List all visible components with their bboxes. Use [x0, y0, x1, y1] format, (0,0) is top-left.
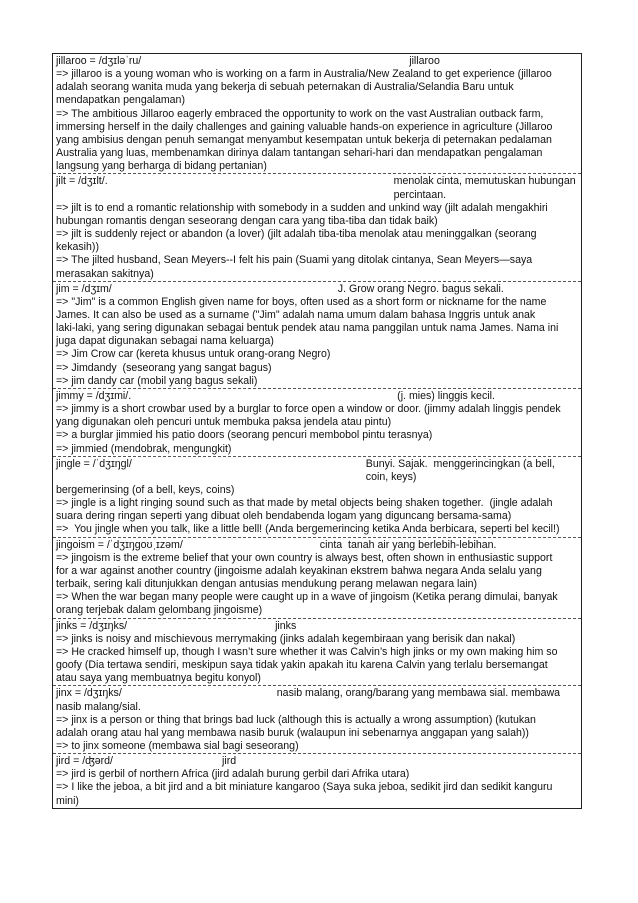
entry-text-line: James. It can also be used as a surname ("Jim" adalah nama umum dalam bahasa Inggris untuk anak	[56, 308, 536, 321]
entry-text-line: => Jim Crow car (kereta khusus untuk orang-orang Negro)	[56, 348, 331, 361]
entry-pronunciation: jim = /dʒɪm/	[56, 282, 112, 295]
entry-gloss: jinks	[275, 619, 297, 632]
entry-pronunciation: jimmy = /dʒɪmi/.	[56, 389, 132, 402]
entry-text-line: => I like the jeboa, a bit jird and a bit miniature kangaroo (Saya suka jeboa, sedikit jird dan sedikit kanguru	[56, 781, 553, 794]
entry-gloss: J. Grow orang Negro. bagus sekali.	[337, 282, 504, 295]
entry-pronunciation: jird = /ʤərd/	[56, 755, 113, 768]
dictionary-entry	[53, 389, 581, 457]
entry-gloss: jird	[222, 755, 237, 768]
entry-gloss: cinta tanah air yang berlebih-lebihan.	[319, 538, 497, 551]
entry-pronunciation: jinx = /dʒɪŋks/	[56, 687, 122, 700]
entry-headword-line	[56, 55, 578, 68]
entry-text-line: kekasih))	[56, 241, 99, 254]
dictionary-entry	[53, 686, 581, 754]
entry-pronunciation: jilt = /dʒɪlt/.	[56, 175, 108, 188]
entry-text-line: bergemerinsing (of a bell, keys, coins)	[56, 484, 235, 496]
entry-text-line: => jingle is a light ringing sound such as that made by metal objects being shaken together. (jingle adalah	[56, 497, 553, 510]
entry-text-line: => jillaroo is a young woman who is working on a farm in Australia/New Zealand to get experience (jillaroo	[56, 68, 552, 81]
entry-text-line: => a burglar jimmied his patio doors (seorang pencuri membobol pintu terasnya)	[56, 429, 433, 442]
entry-headword-line	[56, 283, 578, 296]
entry-gloss: nasib malang, orang/barang yang membawa sial. membawa	[276, 687, 561, 700]
entry-text-line: => jilt is suddenly reject or abandon (a lover) (jilt adalah tiba-tiba menolak atau meninggalkan (seorang	[56, 228, 537, 241]
entry-text-line: juga dapat digunakan sebagai nama keluarga)	[56, 335, 274, 348]
entry-text-line: mini)	[56, 794, 79, 807]
entry-pronunciation: jingle = /ˈdʒɪŋgl/	[56, 457, 132, 470]
entry-text-line: nasib malang/sial.	[56, 700, 141, 713]
entry-text-line: => jim dandy car (mobil yang bagus sekali)	[56, 374, 258, 387]
entry-pronunciation: jingoism = /ˈdʒɪŋgoʊˌɪzəm/	[56, 538, 183, 551]
entry-headword-line	[56, 687, 578, 700]
entry-text-line: yang ambisius dengan penuh semangat menyambut kesempatan untuk bekerja di peternakan pedalaman	[56, 133, 552, 146]
dictionary-entry	[53, 457, 581, 538]
entry-text-line: => jimmy is a short crowbar used by a burglar to force open a window or door. (jimmy adalah linggis pendek	[56, 403, 561, 416]
dictionary-entry	[53, 754, 581, 809]
entry-headword-line	[56, 458, 578, 484]
entry-pronunciation: jinks = /dʒɪŋks/	[56, 619, 128, 632]
entry-text-line: => The ambitious Jillaroo eagerly embraced the opportunity to work on the vast Australian outback farm,	[56, 107, 544, 120]
entry-text-line: terbaik, sering kali ditunjukkan dengan antusias mendukung perang melawan negara lain)	[56, 578, 478, 591]
entry-text-line: Australia yang luas, membenamkan dirinya dalam tantangan sehari-hari dan mendapatkan pengalaman	[56, 147, 543, 160]
entry-text-line: suara dering ringan seperti yang dibuat oleh bendabenda logam yang diguncang bersama-sama)	[56, 510, 512, 523]
entry-text-line: goofy (Dia tertawa sendiri, meskipun saya tidak yakin apakah itu karena Calvin yang terlalu bersemangat	[56, 659, 548, 672]
entry-text-line: hubungan romantis dengan seseorang dengan cara yang tiba-tiba dan tidak baik)	[56, 214, 438, 227]
dictionary-entry	[53, 619, 581, 687]
entry-gloss: (j. mies) linggis kecil.	[397, 389, 495, 402]
entry-text-line: => jird is gerbil of northern Africa (jird adalah burung gerbil dari Afrika utara)	[56, 768, 410, 781]
entry-text-line: adalah seorang wanita muda yang bekerja di sebuah peternakan di Australia/Selandia Baru untuk	[56, 81, 514, 94]
entry-text-line: laki-laki, yang sering digunakan sebagai bentuk pendek atau nama panggilan untuk nama James. Nama ini	[56, 322, 559, 335]
entry-headword-line	[56, 539, 578, 552]
entry-text-line: => jinx is a person or thing that brings bad luck (although this is actually a wrong assumption) (kutukan	[56, 713, 536, 726]
entry-text-line: => jilt is to end a romantic relationship with somebody in a sudden and unkind way (jilt adalah mengakhiri	[56, 201, 548, 214]
entry-text-line: orang terjebak dalam gelombang jingoisme)	[56, 604, 263, 617]
entry-text-line: atau saya yang membuatnya begitu konyol)	[56, 672, 261, 685]
entry-text-line: langsung yang berharga di bidang pertanian)	[56, 160, 267, 173]
entry-text-line: mendapatkan pengalaman)	[56, 94, 185, 107]
entry-text-line: => When the war began many people were caught up in a wave of jingoism (Ketika perang dimulai, banyak	[56, 591, 558, 604]
entry-text-line: => You jingle when you talk, like a little bell! (Anda bergemerincing ketika Anda berbicara, seperti bel kecil!)	[56, 523, 560, 536]
entry-headword-line	[56, 620, 578, 633]
entry-text-line: => He cracked himself up, though I wasn’t sure whether it was Calvin’s high jinks or my own making him so	[56, 645, 558, 658]
dictionary-entry	[53, 282, 581, 389]
dictionary-entry	[53, 174, 581, 281]
entry-text-line: => jingoism is the extreme belief that your own country is always best, often shown in enthusiastic support	[56, 551, 553, 564]
entry-headword-line	[56, 755, 578, 768]
entry-headword-line	[56, 175, 578, 201]
entry-text-line: yang digunakan oleh pencuri untuk membuka paksa jendela atau pintu)	[56, 416, 392, 429]
entry-text-line: => jinks is noisy and mischievous merrymaking (jinks adalah kegembiraan yang berisik dan nakal)	[56, 632, 516, 645]
entry-text-line: adalah orang atau hal yang membawa nasib buruk (walaupun ini sebenarnya anggapan yang salah))	[56, 726, 529, 739]
entry-text-line: => to jinx someone (membawa sial bagi seseorang)	[56, 739, 299, 752]
entry-text-line: for a war against another country (jingoisme adalah keyakinan ekstrem bahwa negara Anda selalu yang	[56, 564, 542, 577]
entry-text-line: => The jilted husband, Sean Meyers--I felt his pain (Suami yang ditolak cintanya, Sean Meyers—saya	[56, 254, 533, 267]
entry-text-line: immersing herself in the daily challenges and gaining valuable hands-on experience in agriculture (Jillaroo	[56, 120, 553, 133]
dictionary-sheet	[52, 53, 582, 809]
entry-text-line: => jimmied (mendobrak, mengungkit)	[56, 442, 232, 455]
entry-headword-line	[56, 390, 578, 403]
entry-text-line: => Jimdandy (seseorang yang sangat bagus)	[56, 361, 272, 374]
dictionary-entry	[53, 54, 581, 174]
entry-gloss: jillaroo	[409, 55, 440, 67]
entry-pronunciation: jillaroo = /dʒɪləˈru/	[56, 55, 142, 67]
entry-gloss: menolak cinta, memutuskan hubungan percintaan.	[393, 175, 579, 201]
entry-gloss: Bunyi. Sajak. menggerincingkan (a bell, coin, keys)	[365, 457, 558, 483]
entry-text-line: => "Jim" is a common English given name for boys, often used as a short form or nickname for the name	[56, 295, 547, 308]
entry-text-line: merasakan sakitnya)	[56, 267, 154, 280]
dictionary-entry	[53, 538, 581, 619]
